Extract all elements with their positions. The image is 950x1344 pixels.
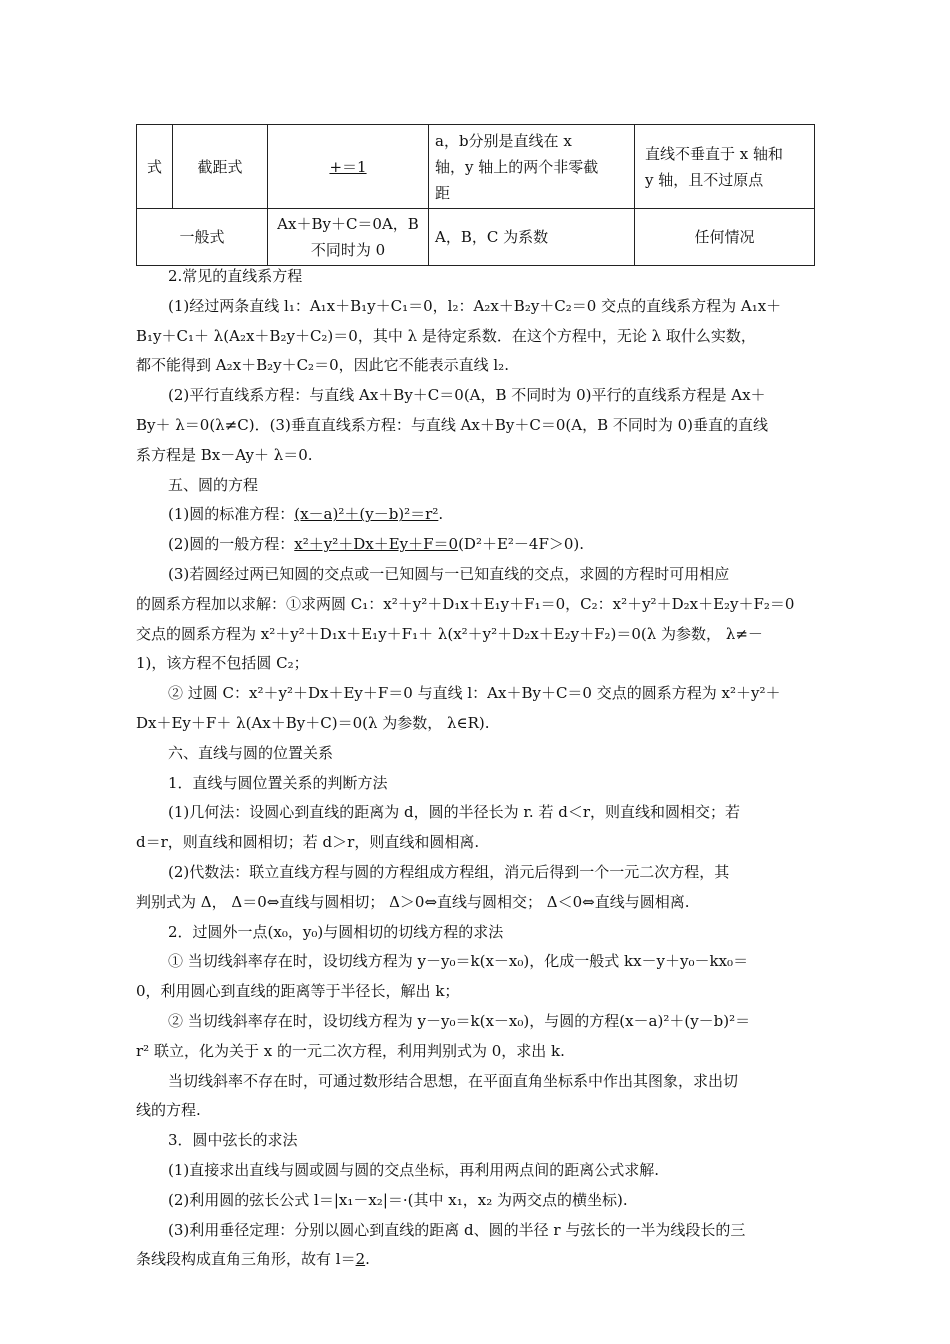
chord-length-formula: 2 xyxy=(355,1250,366,1269)
section-heading: 2.常见的直线系方程 xyxy=(168,267,303,285)
cell-line: Ax＋By＋C＝0A，B xyxy=(277,215,419,233)
intercept-formula: +＝1 xyxy=(329,157,367,176)
cell-line: 轴，y 轴上的两个非零截 xyxy=(435,157,599,176)
text-span: 条线段构成直角三角形，故有 l＝ xyxy=(136,1250,356,1269)
paragraph-line: 的圆系方程加以求解：①求两圆 C₁：x²＋y²＋D₁x＋E₁y＋F₁＝0，C₂：x²＋y²＋D₂x＋E₂y＋F₂＝0 xyxy=(136,594,795,613)
paragraph-line: 都不能得到 A₂x＋B₂y＋C₂＝0，因此它不能表示直线 l₂. xyxy=(136,356,509,375)
cell-line: 不同时为 0 xyxy=(310,241,386,259)
paragraph-line xyxy=(136,500,816,530)
paragraph-line: 判别式为 Δ， Δ＝0⇔直线与圆相切； Δ＞0⇔直线与圆相交； Δ＜0⇔直线与圆相离. xyxy=(136,892,690,911)
table-cell xyxy=(268,209,429,266)
paragraph-line: B₁y＋C₁＋ λ(A₂x＋B₂y＋C₂)＝0，其中 λ 是待定系数．在这个方程中，无论 λ 取什么实数， xyxy=(136,326,756,345)
paragraph-line xyxy=(136,1245,816,1275)
table-cell: 式 xyxy=(137,125,173,209)
table-row xyxy=(137,125,815,209)
text-span: (1)圆的标准方程： xyxy=(168,505,295,524)
table-cell xyxy=(429,125,635,209)
table-cell: 一般式 xyxy=(137,209,268,266)
section-heading: 五、圆的方程 xyxy=(168,475,259,494)
paragraph-line: ② 过圆 C：x²＋y²＋Dx＋Ey＋F＝0 与直线 l：Ax＋By＋C＝0 交点的圆系方程为 x²＋y²＋ xyxy=(168,684,781,703)
paragraph-line: d＝r，则直线和圆相切；若 d＞r，则直线和圆相离. xyxy=(136,833,480,852)
table-cell: A，B，C 为系数 xyxy=(429,209,635,266)
paragraph-line: 线的方程. xyxy=(136,1101,201,1120)
paragraph-line: ② 当切线斜率存在时，设切线方程为 y－y₀＝k(x－x₀)，与圆的方程(x－a)²＋(y－b)²＝ xyxy=(168,1011,751,1030)
subsection-heading: 3．圆中弦长的求法 xyxy=(168,1131,298,1150)
circle-general-equation: x²＋y²＋Dx＋Ey＋F＝0 xyxy=(294,535,459,554)
cell-line: 距 xyxy=(435,183,451,202)
line-equation-table xyxy=(136,124,815,266)
table-cell: 任何情况 xyxy=(635,209,815,266)
paragraph-line: (2)利用圆的弦长公式 l＝|x₁－x₂|＝·(其中 x₁，x₂ 为两交点的横坐标). xyxy=(168,1190,628,1209)
paragraph-line: 1)，该方程不包括圆 C₂； xyxy=(136,654,309,673)
cell-line: a，b分别是直线在 x xyxy=(435,131,572,150)
circle-general-condition: (D²＋E²－4F＞0). xyxy=(458,535,585,554)
paragraph-line: (1)直接求出直线与圆或圆与圆的交点坐标，再利用两点间的距离公式求解. xyxy=(168,1160,660,1179)
paragraph-line: By＋ λ＝0(λ≠C)．(3)垂直直线系方程：与直线 Ax＋By＋C＝0(A，B 不同时为 0)垂直的直线 xyxy=(136,415,769,434)
subsection-heading: 2．过圆外一点(x₀，y₀)与圆相切的切线方程的求法 xyxy=(168,922,504,941)
paragraph-line: 交点的圆系方程为 x²＋y²＋D₁x＋E₁y＋F₁＋ λ(x²＋y²＋D₂x＋E₂y＋F₂)＝0(λ 为参数， λ≠－ xyxy=(136,624,763,643)
text-span: . xyxy=(438,505,444,524)
paragraph-line: r² 联立，化为关于 x 的一元二次方程，利用判别式为 0，求出 k. xyxy=(136,1041,565,1060)
cell-line: 直线不垂直于 x 轴和 xyxy=(645,144,783,163)
table-cell xyxy=(635,125,815,209)
document-body xyxy=(136,262,816,1275)
paragraph-line: Dx＋Ey＋F＋ λ(Ax＋By＋C)＝0(λ 为参数， λ∈R). xyxy=(136,713,490,732)
paragraph-line: (2)平行直线系方程：与直线 Ax＋By＋C＝0(A，B 不同时为 0)平行的直线系方程是 Ax＋ xyxy=(168,386,766,405)
paragraph-line: ① 当切线斜率存在时，设切线方程为 y－y₀＝k(x－x₀)，化成一般式 kx－y＋y₀－kx₀＝ xyxy=(168,952,749,971)
cell-line: y 轴，且不过原点 xyxy=(645,170,764,189)
paragraph-line: 当切线斜率不存在时，可通过数形结合思想，在平面直角坐标系中作出其图象，求出切 xyxy=(168,1071,739,1090)
paragraph-line xyxy=(136,530,816,560)
table-cell xyxy=(268,125,429,209)
paragraph-line: (1)经过两条直线 l₁：A₁x＋B₁y＋C₁＝0，l₂：A₂x＋B₂y＋C₂＝0 交点的直线系方程为 A₁x＋ xyxy=(168,296,782,315)
text-span: (2)圆的一般方程： xyxy=(168,535,295,554)
paragraph-line: 0，利用圆心到直线的距离等于半径长，解出 k； xyxy=(136,982,460,1001)
paragraph-line: (3)若圆经过两已知圆的交点或一已知圆与一已知直线的交点，求圆的方程时可用相应 xyxy=(168,564,730,583)
paragraph-line: (1)几何法：设圆心到直线的距离为 d，圆的半径长为 r. 若 d＜r，则直线和圆相交；若 xyxy=(168,803,740,822)
paragraph-line: (3)利用垂径定理：分别以圆心到直线的距离 d、圆的半径 r 与弦长的一半为线段长的三 xyxy=(168,1220,746,1239)
table-row xyxy=(137,209,815,266)
text-span: . xyxy=(365,1250,370,1269)
table-cell: 截距式 xyxy=(173,125,268,209)
paragraph-line: 系方程是 Bx－Ay＋ λ＝0. xyxy=(136,445,313,464)
section-heading: 六、直线与圆的位置关系 xyxy=(168,743,334,762)
circle-standard-equation: (x－a)²＋(y－b)²＝r² xyxy=(294,505,439,524)
subsection-heading: 1．直线与圆位置关系的判断方法 xyxy=(168,773,388,792)
paragraph-line: (2)代数法：联立直线方程与圆的方程组成方程组，消元后得到一个一元二次方程，其 xyxy=(168,862,730,881)
